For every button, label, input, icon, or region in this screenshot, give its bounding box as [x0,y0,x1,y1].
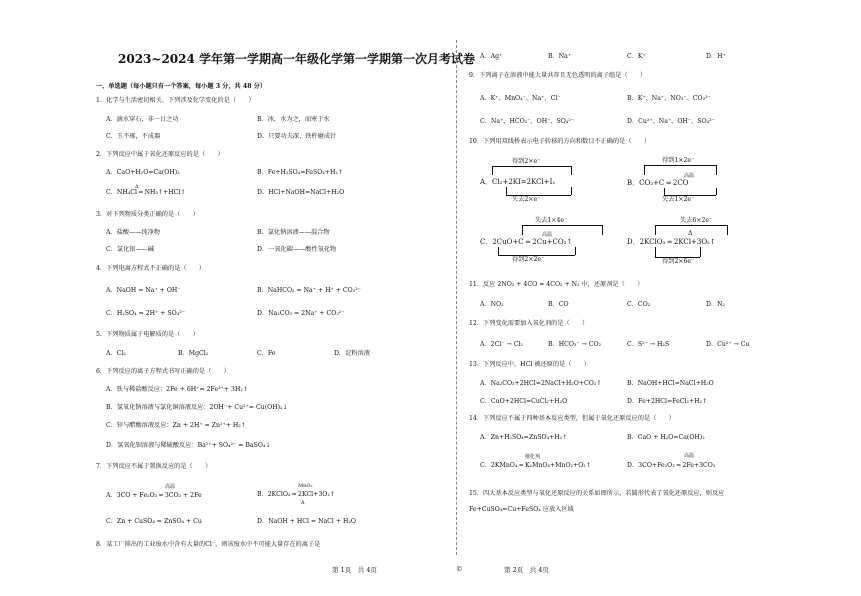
q13-option-d: D．Fe+2HCl=FeCl₂+H₂↑ [627,398,708,405]
q1-option-d: D．只要功夫深，铁杵磨成针 [257,133,337,140]
q2-option-a: A．CaO+H₂O=Ca(OH)₂ [106,169,180,176]
q4-option-a: A．NaOH = Na⁺ + OH⁻ [106,287,181,294]
q7-option-d: D．NaOH + HCl = NaCl + H₂O [257,518,356,525]
q2-option-b: B．Fe+H₂SO₄=FeSO₄+H₂↑ [257,169,344,176]
q5-option-d: D．淀粉溶液 [334,350,370,357]
q10-a-lose-label: 失去2×e⁻ [512,196,541,203]
q14-d-condition: 高温 [684,453,695,459]
q15-stem-line2: Fe+CuSO₄=Cu+FeSO₄ 应放入区域 [469,506,574,513]
q10-d-gain-label: 得到2×6e⁻ [662,258,695,265]
q5-stem: 5．下列物质属于电解质的是（ ） [96,331,199,338]
q10-a-gain-label: 得到2×e⁻ [512,158,541,165]
q6-option-a: A．铁与稀盐酸反应：2Fe + 6H⁺= 2Fe³⁺+ 3H₂↑ [106,386,249,393]
q7-a-condition: 高温 [165,484,176,490]
q12-option-b: B．HCO₃⁻ → CO₂ [548,341,602,348]
q10-b-bridge-top [644,165,716,166]
q11-option-d: D．N₂ [706,301,726,308]
q14-option-d: D．3CO+Fe₂O₃ ═ 2Fe+3CO₂ [627,462,716,469]
q3-option-c: C．氯化银——碱 [106,246,155,253]
q10-b-gain-label: 得到1×2e⁻ [662,157,695,164]
q10-c-bridge-top-left [522,225,523,235]
q10-a-bridge-top-right [571,166,572,175]
q5-option-c: C．Fe [257,350,276,357]
footer-mark: © [456,565,463,573]
q10-stem: 10．下列用双线桥表示电子转移的方向和数目不正确的是（ ） [469,138,651,145]
q6-option-d: D．氢氧化钡溶液与稀硫酸反应：Ba²⁺+ SO₄²⁻ = BaSO₄↓ [106,442,271,449]
q12-option-c: C．S²⁻ → H₂S [627,341,670,348]
q5-option-b: B．MgCl₂ [178,350,209,357]
q7-b-catalyst: MnO₂ [298,483,313,489]
q10-b-bridge-bot-left [664,188,665,195]
q4-option-c: C．H₂SO₄ = 2H⁺ + SO₄²⁻ [106,310,185,317]
q10-d-bridge-top [655,225,727,226]
q11-option-c: C．CO₂ [627,301,651,308]
q10-c-bridge-bot-left [498,247,499,255]
q3-option-a: A．盐酸——纯净物 [106,229,160,236]
q10-d-bridge-bot-left [655,247,656,257]
q3-option-b: B．氯化钠溶液——混合物 [257,229,330,236]
q9-option-c: C．Na⁺、HCO₃⁻、OH⁻、SO₄²⁻ [480,118,575,125]
q7-option-a: A．3CO + Fe₂O₃ ═ 3CO₂ + 2Fe [106,492,202,499]
q13-option-a: A．Na₂CO₃+2HCl=2NaCl+H₂O+CO₂↑ [480,380,602,387]
q3-option-d: D．一氧化碳——酸性氧化物 [257,246,337,253]
q10-a-bridge-top-left [492,166,493,175]
q14-stem: 14．下列反应不属于四种基本反应类型，但属于氧化还原反应的是（ ） [469,415,675,422]
q10-b-lose-label: 失去1×2e⁻ [662,196,695,203]
q2-option-d: D．HCl+NaOH=NaCl+H₂O [257,189,345,196]
q10-b-condition: 高温 [684,173,695,179]
q6-option-c: C．锌与醋酸溶液反应：Zn + 2H⁺ = Zn²⁺+ H₂↑ [106,422,246,429]
q10-c-bridge-bot-right [575,247,576,255]
q1-option-b: B．冰，水为之，而寒于水 [257,116,330,123]
q10-d-equation: D．2KClO₃ ═ 2KCl+3O₂↑ [627,238,716,246]
q14-option-b: B．CaO + H₂O=Ca(OH)₂ [627,434,705,441]
q10-b-bridge-bot-right [716,188,717,195]
q8-option-d: D．H⁺ [706,53,726,60]
q9-stem: 9．下列离子在溶液中能大量共存且无色透明的离子组是（ ） [469,72,647,79]
q6-stem: 6．下列反应的离子方程式书写正确的是（ ） [96,368,230,375]
q10-c-equation: C．2CuO+C ═ 2Cu+CO₂↑ [480,238,573,246]
q10-b-bridge-top-right [716,165,717,175]
q8-option-a: A．Ag⁺ [480,53,503,60]
q9-option-a: A．K⁺、MnO₄⁻、Na⁺、Cl⁻ [480,95,561,102]
q13-option-b: B．NaOH+HCl=NaCl+H₂O [627,380,714,387]
q13-option-c: C．CuO+2HCl=CuCl₂+H₂O [480,398,568,405]
q10-d-bridge-top-left [655,225,656,235]
q6-option-b: B．氢氧化钠溶液与氯化铜溶液反应：2OH⁻+ Cu²⁺= Cu(OH)₂↓ [106,404,288,411]
q10-a-bridge-top [492,166,571,167]
q12-stem: 12．下列变化需要加入氧化剂的是（ ） [469,320,589,327]
q4-stem: 4．下列电离方程式不正确的是（ ） [96,265,206,272]
page-right [430,0,860,596]
q2-stem: 2．下列反应中属于氧化还原反应的是（ ） [96,151,224,158]
footer-page-right: 第 2页 共 4页 [504,566,549,574]
q10-c-lose-label: 失去1×4e⁻ [535,217,568,224]
q14-option-a: A．Zn+H₂SO₄=ZnSO₄+H₂↑ [480,434,568,441]
q5-option-a: A．Cl₂ [106,350,126,357]
q11-option-b: B．CO [548,301,569,308]
q7-b-heat: Δ [301,500,305,506]
q7-stem: 7．下列反应不属于置换反应的是（ ） [96,463,212,470]
q11-option-a: A．NO₂ [480,301,504,308]
q11-stem: 11．反应 2NO₂ + 4CO = 4CO₂ + N₂ 中，还原剂是（ ） [469,281,644,288]
q10-d-lose-label: 失去6×2e⁻ [680,217,713,224]
q15-stem-line1: 15．四大基本反应类型与氧化还原反应的关系如图所示，若圆形代表了氧化还原反应，则反应 [469,490,725,497]
q12-option-a: A．2Cl⁻ → Cl₂ [480,341,523,348]
q1-option-c: C．玉不琢，不成器 [106,133,161,140]
section-heading: 一、单选题（每小题只有一个答案，每小题 3 分，共 48 分） [96,83,267,90]
q8-option-c: C．K⁺ [627,53,646,60]
q10-b-equation: B．CO₂+C ═ 2CO [627,179,689,187]
q14-option-c: C．2KMnO₄ ═ K₂MnO₄+MnO₂+O₂↑ [480,462,591,469]
q10-d-bridge-bot-right [700,247,701,257]
q14-c-condition: 催化剂 [525,454,541,460]
q8-option-b: B．Na⁺ [548,53,572,60]
q2-option-c: C．NH₄Cl ═ NH₃↑+HCl↑ [106,189,186,196]
q2-c-condition: Δ [135,184,139,190]
q10-c-gain-label: 得到2×2e⁻ [512,256,545,263]
q10-c-condition: 高温 [542,232,553,238]
q9-option-d: D．Cu²⁺、Na⁺、OH⁻、SO₄²⁻ [627,118,715,125]
q3-stem: 3．对下列物质分类正确的是（ ） [96,211,199,218]
q10-c-bridge-top [522,225,602,226]
exam-title: 2023~2024 学年第一学期高一年级化学第一学期第一次月考试卷 [118,52,476,66]
q1-option-a: A．滴水穿石，非一日之功 [106,116,179,123]
q10-d-bridge-top-right [727,225,728,235]
q1-stem: 1．化学与生活密切相关、下列涉及化学变化的是（ ） [96,97,255,104]
q12-option-d: D．Cu²⁺ → Cu [706,341,750,348]
q9-option-b: B．K⁺、Na⁺、NO₃⁻、CO₃²⁻ [627,95,711,102]
q4-option-d: D．Na₂CO₃ = 2Na⁺ + CO₃²⁻ [257,310,345,317]
q8-stem: 8．某工厂排出的工业废水中含有大量的Cl⁻，则该废水中不可能大量存在的离子是 [96,541,321,548]
q10-d-condition: Δ [688,230,693,237]
q7-option-c: C．Zn + CuSO₄ = ZnSO₄ + Cu [106,518,202,525]
q10-a-bridge-bot-right [571,187,572,195]
q10-a-equation: A．Cl₂+2KI=2KCl+I₂ [480,178,556,186]
q13-stem: 13．下列反应中，HCl 被还原的是（ ） [469,361,590,368]
q10-b-bridge-top-left [644,165,645,175]
q7-option-b: B．2KClO₃ ═ 2KCl+3O₂↑ [257,491,336,498]
q4-option-b: B．NaHCO₃ = Na⁺ + H⁺ + CO₃²⁻ [257,287,361,294]
q10-c-bridge-top-right [602,225,603,235]
footer-page-left: 第 1页 共 4页 [332,566,377,574]
q10-a-bridge-bot-left [506,187,507,195]
